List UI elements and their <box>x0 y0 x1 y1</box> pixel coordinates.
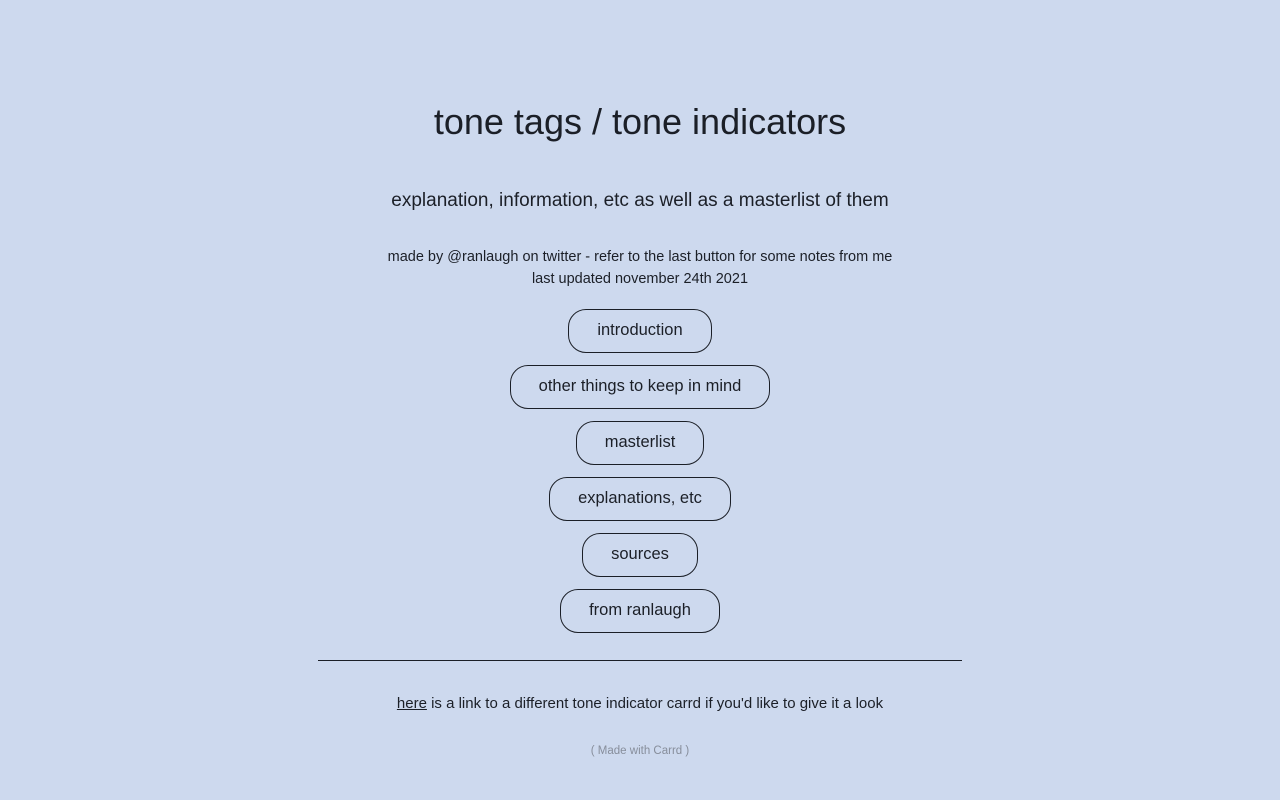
nav-button-stack <box>510 309 771 645</box>
here-link[interactable]: here <box>396 694 427 712</box>
other-things-to-keep-in-mind-button[interactable]: other things to keep in mind <box>510 365 771 409</box>
byline-line-2: last updated november 24th 2021 <box>531 270 749 287</box>
sources-button[interactable]: sources <box>582 533 698 577</box>
masterlist-button[interactable]: masterlist <box>576 421 705 465</box>
byline <box>388 246 893 290</box>
footer-note-text: is a link to a different tone indicator carrd if you'd like to give it a look <box>426 694 884 712</box>
introduction-button[interactable]: introduction <box>568 309 711 353</box>
divider <box>318 660 962 661</box>
made-with-carrd-badge[interactable]: ( Made with Carrd ) <box>590 745 690 758</box>
footer-note <box>397 694 883 714</box>
byline-line-1: made by @ranlaugh on twitter - refer to the last button for some notes from me <box>387 248 893 265</box>
from-ranlaugh-button[interactable]: from ranlaugh <box>560 589 720 633</box>
page-subtitle: explanation, information, etc as well as a masterlist of them <box>391 190 889 212</box>
explanations-etc-button[interactable]: explanations, etc <box>549 477 731 521</box>
page-title: tone tags / tone indicators <box>433 101 847 142</box>
